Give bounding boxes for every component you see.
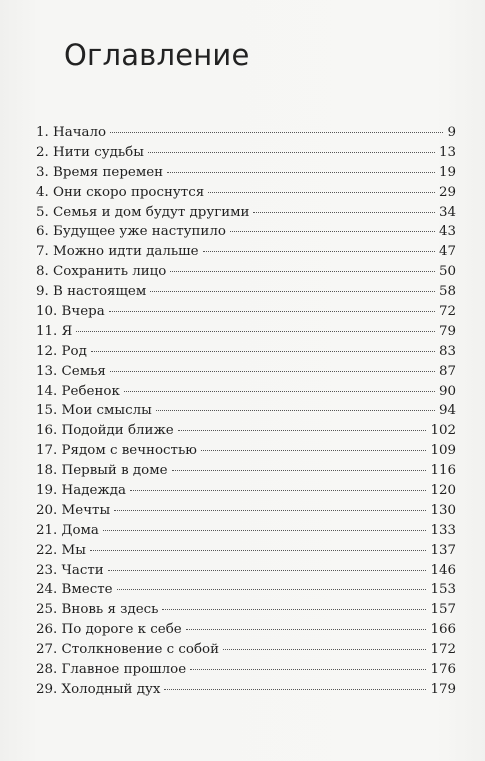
toc-entry-page: 19: [438, 164, 456, 180]
dot-leader: [167, 172, 435, 173]
dot-leader: [164, 689, 426, 690]
toc-entry-page: 153: [430, 582, 456, 598]
toc-entry-page: 146: [430, 562, 456, 578]
toc-entry-title: 1. Начало: [36, 125, 107, 140]
toc-entry-title: 2. Нити судьбы: [36, 144, 144, 160]
dot-leader: [208, 192, 435, 193]
toc-entry: [36, 640, 456, 660]
toc-entry-page: 72: [438, 304, 456, 320]
toc-entry: [36, 481, 456, 501]
toc-entry-title: 20. Мечты: [36, 502, 111, 518]
toc-entry-page: 120: [430, 483, 456, 499]
toc-entry: [36, 203, 456, 223]
toc-entry-page: 94: [438, 403, 456, 419]
toc-entry-page: 179: [430, 681, 456, 697]
toc-entry-title: 4. Они скоро проснутся: [36, 184, 205, 200]
dot-leader: [186, 629, 427, 630]
dot-leader: [253, 212, 434, 213]
dot-leader: [156, 410, 435, 411]
dot-leader: [203, 251, 435, 252]
dot-leader: [223, 649, 426, 650]
toc-entry-title: 22. Мы: [36, 542, 86, 558]
toc-entry-page: 50: [438, 264, 456, 280]
toc-entry: [36, 123, 456, 143]
toc-entry-page: 137: [430, 542, 456, 558]
dot-leader: [108, 570, 427, 571]
toc-entry: [36, 501, 456, 521]
toc-entry: [36, 680, 456, 700]
toc-entry-page: 87: [438, 363, 456, 379]
dot-leader: [230, 231, 435, 232]
toc-entry-title: 3. Время перемен: [36, 164, 164, 180]
toc-entry: [36, 183, 456, 203]
toc-entry: [36, 561, 456, 581]
toc-entry-page: 13: [438, 144, 456, 160]
toc-entry-title: 10. Вчера: [36, 304, 105, 320]
toc-entry-page: 157: [430, 602, 456, 618]
toc-entry: [36, 620, 456, 640]
toc-entry-title: 11. Я: [36, 323, 73, 339]
dot-leader: [103, 530, 427, 531]
toc-entry-page: 102: [430, 423, 456, 439]
toc-entry-page: 130: [430, 502, 456, 518]
dot-leader: [162, 609, 426, 610]
toc-entry: [36, 302, 456, 322]
toc-entry: [36, 600, 456, 620]
toc-entry-title: 13. Семья: [36, 363, 106, 379]
toc-entry: [36, 282, 456, 302]
toc-entry: [36, 362, 456, 382]
dot-leader: [110, 371, 435, 372]
dot-leader: [110, 132, 443, 133]
toc-entry: [36, 143, 456, 163]
toc-entry: [36, 521, 456, 541]
toc-entry: [36, 262, 456, 282]
toc-entry-page: 166: [430, 622, 456, 638]
dot-leader: [170, 271, 435, 272]
toc-entry-title: 5. Семья и дом будут другими: [36, 204, 250, 220]
toc-entry-title: 24. Вместе: [36, 582, 113, 598]
dot-leader: [178, 430, 427, 431]
dot-leader: [190, 669, 426, 670]
toc-entry: [36, 342, 456, 362]
toc-entry-page: 9: [447, 125, 456, 140]
toc-entry-page: 172: [430, 642, 456, 658]
toc-entry: [36, 421, 456, 441]
toc-entry-title: 14. Ребенок: [36, 383, 120, 399]
dot-leader: [124, 391, 435, 392]
toc-entry: [36, 660, 456, 680]
dot-leader: [114, 510, 426, 511]
toc-entry-title: 26. По дороге к себе: [36, 622, 182, 638]
toc-entry-title: 29. Холодный дух: [36, 681, 161, 697]
toc-entry-page: 43: [438, 224, 456, 240]
toc-entry-title: 8. Сохранить лицо: [36, 264, 167, 280]
toc-entry: [36, 541, 456, 561]
toc-entry-title: 19. Надежда: [36, 483, 126, 499]
toc-entry: [36, 401, 456, 421]
toc-entry-title: 12. Род: [36, 343, 87, 359]
dot-leader: [201, 450, 427, 451]
toc-entry: [36, 382, 456, 402]
toc-entry-page: 58: [438, 284, 456, 300]
toc-entry-title: 25. Вновь я здесь: [36, 602, 159, 618]
toc-entry-title: 28. Главное прошлое: [36, 662, 187, 678]
dot-leader: [130, 490, 427, 491]
dot-leader: [91, 351, 435, 352]
toc-entry: [36, 163, 456, 183]
toc-entry-page: 83: [438, 343, 456, 359]
toc-entry-page: 79: [438, 323, 456, 339]
toc-entry-title: 15. Мои смыслы: [36, 403, 152, 419]
toc-entry-page: 47: [438, 244, 456, 260]
toc-entry-title: 23. Части: [36, 562, 104, 578]
toc-entry: [36, 461, 456, 481]
toc-entry-title: 18. Первый в доме: [36, 463, 168, 479]
dot-leader: [90, 550, 427, 551]
toc-entry-title: 9. В настоящем: [36, 284, 147, 300]
dot-leader: [150, 291, 435, 292]
toc-entry-title: 27. Столкновение с собой: [36, 642, 219, 658]
table-of-contents: [36, 123, 456, 700]
toc-entry-title: 7. Можно идти дальше: [36, 244, 199, 260]
toc-entry-page: 176: [430, 662, 456, 678]
dot-leader: [76, 331, 435, 332]
toc-entry: [36, 580, 456, 600]
toc-entry-title: 16. Подойди ближе: [36, 423, 174, 439]
dot-leader: [148, 152, 435, 153]
toc-entry: [36, 322, 456, 342]
toc-entry-title: 6. Будущее уже наступило: [36, 224, 226, 240]
dot-leader: [172, 470, 427, 471]
page-title: Оглавление: [64, 38, 250, 72]
toc-entry-page: 90: [438, 383, 456, 399]
toc-entry: [36, 222, 456, 242]
toc-entry-page: 109: [430, 443, 456, 459]
toc-entry-title: 17. Рядом с вечностью: [36, 443, 197, 459]
dot-leader: [109, 311, 435, 312]
toc-entry-title: 21. Дома: [36, 522, 99, 538]
toc-entry-page: 116: [430, 463, 456, 479]
toc-entry-page: 133: [430, 522, 456, 538]
dot-leader: [117, 589, 427, 590]
toc-entry: [36, 242, 456, 262]
toc-entry-page: 34: [438, 204, 456, 220]
toc-entry: [36, 441, 456, 461]
toc-entry-page: 29: [438, 184, 456, 200]
